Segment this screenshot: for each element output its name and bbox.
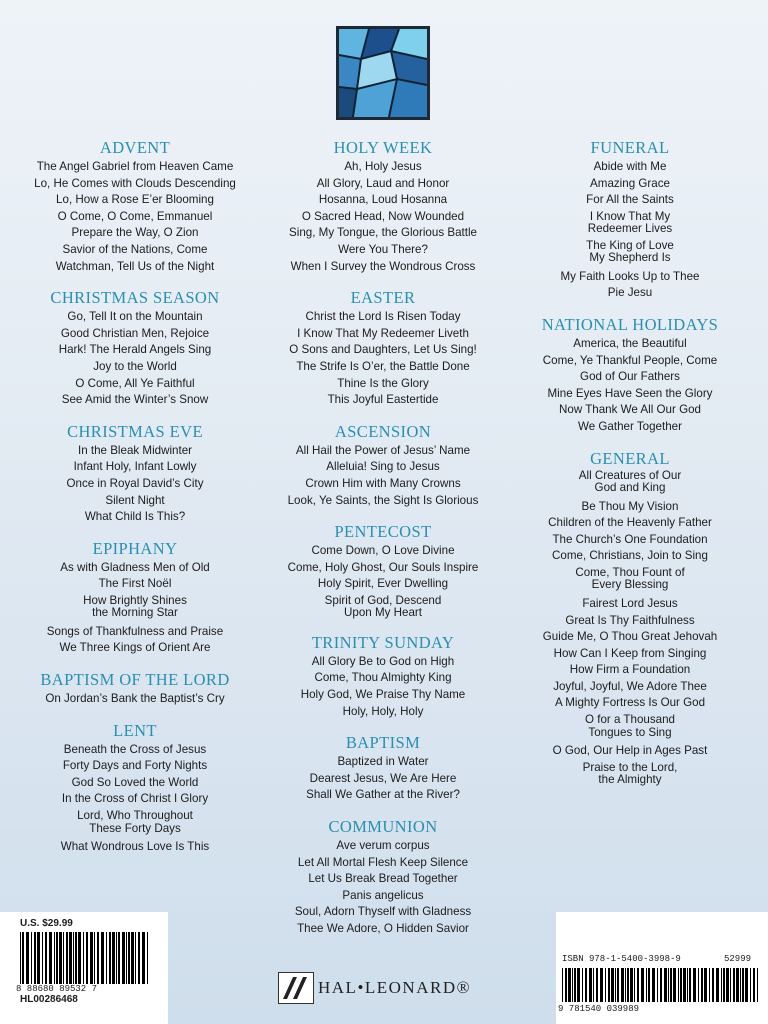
section-heading: COMMUNION [328,817,438,837]
song-column [258,139,508,952]
song-title: This Joyful Eastertide [327,393,439,407]
song-section [10,289,260,409]
song-title: Thine Is the Glory [337,376,429,390]
section-heading: GENERAL [590,448,670,468]
song-title: Let Us Break Bread Together [308,872,458,886]
section-heading: TRINITY SUNDAY [311,632,455,652]
song-title: In the Bleak Midwinter [77,443,193,457]
song-section [10,671,260,708]
song-title: All Hail the Power of Jesus’ Name [295,443,471,457]
song-section [258,139,508,275]
section-heading: EPIPHANY [92,538,178,558]
song-column [10,139,260,870]
song-title: I Know That My Redeemer Liveth [297,326,469,340]
song-title: Lo, How a Rose E’er Blooming [56,193,214,207]
song-title: Look, Ye Saints, the Sight Is Glorious [287,493,479,507]
song-title: Come, Thou Fount of Every Blessing [575,565,685,592]
song-title: O Sons and Daughters, Let Us Sing! [289,343,477,357]
isbn-addon: 52999 [724,954,752,964]
hal-leonard-logo-icon [278,972,314,1004]
song-title: Prepare the Way, O Zion [71,226,199,240]
song-title: Hosanna, Loud Hosanna [318,193,448,207]
song-title: Children of the Heavenly Father [548,516,712,530]
song-title: Panis angelicus [342,888,424,902]
song-title: Holy God, We Praise Thy Name [300,688,466,702]
song-title: When I Survey the Wondrous Cross [290,259,476,273]
song-title: The First Noël [98,577,172,591]
song-title: Praise to the Lord, the Almighty [582,760,678,787]
song-title: On Jordan’s Bank the Baptist’s Cry [45,692,225,706]
section-heading: CHRISTMAS SEASON [50,288,220,308]
song-title: All Glory Be to God on High [311,654,455,668]
song-section [10,722,260,856]
song-title: Good Christian Men, Rejoice [60,326,210,340]
song-title: A Mighty Fortress Is Our God [554,696,706,710]
section-heading: BAPTISM OF THE LORD [40,670,230,690]
section-heading: ADVENT [99,138,171,157]
song-column [505,139,755,801]
isbn-barcode-box [556,912,768,1024]
song-title: All Creatures of Our God and King [578,468,682,495]
song-title: Lo, He Comes with Clouds Descending [34,176,236,190]
upc-digits: 8 88680 89532 7 [16,984,98,994]
song-section [258,634,508,720]
song-title: Lord, Who Throughout These Forty Days [77,809,193,835]
song-title: We Gather Together [578,419,682,433]
song-section [10,139,260,275]
song-title: The Strife Is O’er, the Battle Done [296,359,470,373]
song-title: Crown Him with Many Crowns [305,476,461,490]
song-title: Songs of Thankfulness and Praise [46,624,224,638]
song-title: O Come, All Ye Faithful [75,376,195,390]
song-title: Joy to the World [93,359,177,373]
section-heading: ASCENSION [334,421,432,441]
song-title: As with Gladness Men of Old [60,560,210,574]
song-title: Ah, Holy Jesus [344,160,422,173]
upc-barcode [20,932,148,986]
song-section [505,316,755,436]
song-title: Now Thank We All Our God [559,403,701,417]
song-title: Mine Eyes Have Seen the Glory [547,386,713,400]
song-title: Spirit of God, Descend Upon My Heart [324,593,442,620]
song-title: Were You There? [338,242,428,256]
song-title: Beneath the Cross of Jesus [63,742,207,756]
song-title: We Three Kings of Orient Are [59,641,211,655]
song-title: Be Thou My Vision [581,499,679,513]
song-title: Ave verum corpus [336,839,430,853]
song-section [10,423,260,526]
song-title: Alleluia! Sing to Jesus [326,460,440,474]
song-title: How Brightly Shines the Morning Star [83,593,187,620]
section-heading: NATIONAL HOLIDAYS [541,314,719,334]
song-title: All Glory, Laud and Honor [316,176,450,190]
song-title: Abide with Me [593,160,667,173]
song-section [505,450,755,787]
stained-glass-icon [336,26,430,120]
song-title: Come, Christians, Join to Sing [552,549,708,563]
price-label: U.S. $29.99 [20,918,73,929]
song-title: Guide Me, O Thou Great Jehovah [542,630,718,644]
song-title: Once in Royal David’s City [66,476,204,490]
song-section [258,734,508,804]
song-title: Thee We Adore, O Hidden Savior [297,922,469,935]
song-title: Go, Tell It on the Mountain [67,310,203,324]
song-title: Christ the Lord Is Risen Today [305,310,461,324]
song-title: Come, Thou Almighty King [314,671,452,685]
song-title: What Wondrous Love Is This [60,840,210,854]
song-title: Come Down, O Love Divine [311,544,455,558]
isbn-barcode [562,968,758,1002]
song-title: The Church’s One Foundation [552,532,708,546]
song-title: Baptized in Water [337,755,429,769]
sku-label: HL00286468 [20,994,78,1005]
song-title: Savior of the Nations, Come [62,242,208,256]
song-title: See Amid the Winter’s Snow [61,393,209,407]
song-title: How Firm a Foundation [569,663,691,677]
song-title: The King of Love My Shepherd Is [586,238,674,265]
song-section [505,139,755,302]
song-title: Come, Holy Ghost, Our Souls Inspire [287,560,479,574]
song-title: My Faith Looks Up to Thee [560,269,700,283]
section-heading: HOLY WEEK [333,138,433,157]
song-title: Forty Days and Forty Nights [62,759,208,773]
song-title: O for a Thousand Tongues to Sing [584,713,675,739]
song-section [258,423,508,509]
publisher-name: HAL•LEONARD® [318,978,472,997]
section-heading: EASTER [350,288,416,308]
song-title: The Angel Gabriel from Heaven Came [36,160,234,173]
song-title: Great Is Thy Faithfulness [565,613,695,627]
song-title: How Can I Keep from Singing [553,646,707,660]
section-heading: LENT [113,720,157,740]
song-title: Sing, My Tongue, the Glorious Battle [289,226,477,240]
song-section [258,289,508,409]
section-heading: PENTECOST [334,522,432,542]
song-title: Fairest Lord Jesus [582,596,678,610]
song-title: Let All Mortal Flesh Keep Silence [297,855,469,869]
song-title: Silent Night [105,493,165,507]
song-title: God of Our Fathers [580,370,680,384]
song-section [258,818,508,938]
section-heading: BAPTISM [345,733,421,753]
song-title: Hark! The Herald Angels Sing [58,343,212,357]
section-heading: CHRISTMAS EVE [67,421,203,441]
isbn-label: ISBN 978-1-5400-3998-9 [562,954,681,964]
song-title: God So Loved the World [71,775,199,789]
song-title: For All the Saints [586,193,674,207]
song-title: Holy Spirit, Ever Dwelling [317,577,449,591]
song-title: Amazing Grace [590,176,670,190]
song-title: Holy, Holy, Holy [342,704,424,718]
song-title: I Know That My Redeemer Lives [587,209,673,236]
song-title: Pie Jesu [607,286,653,300]
song-title: Soul, Adorn Thyself with Gladness [294,905,472,919]
price-barcode-box [0,912,168,1024]
song-title: Dearest Jesus, We Are Here [309,771,457,785]
song-title: Joyful, Joyful, We Adore Thee [553,679,707,693]
song-title: Infant Holy, Infant Lowly [73,460,197,474]
section-heading: FUNERAL [590,138,670,157]
song-title: O Sacred Head, Now Wounded [301,209,465,223]
ean-digits: 9 781540 039989 [558,1004,640,1014]
song-title: O Come, O Come, Emmanuel [57,209,213,223]
song-section [258,523,508,620]
song-title: Shall We Gather at the River? [306,788,460,802]
song-title: Watchman, Tell Us of the Night [55,259,215,273]
song-title: Come, Ye Thankful People, Come [542,353,718,367]
song-title: America, the Beautiful [573,336,687,350]
song-section [10,540,260,657]
song-title: What Child Is This? [84,510,186,524]
publisher-logo [278,972,498,1006]
song-title: In the Cross of Christ I Glory [61,792,209,806]
song-title: O God, Our Help in Ages Past [552,744,708,758]
